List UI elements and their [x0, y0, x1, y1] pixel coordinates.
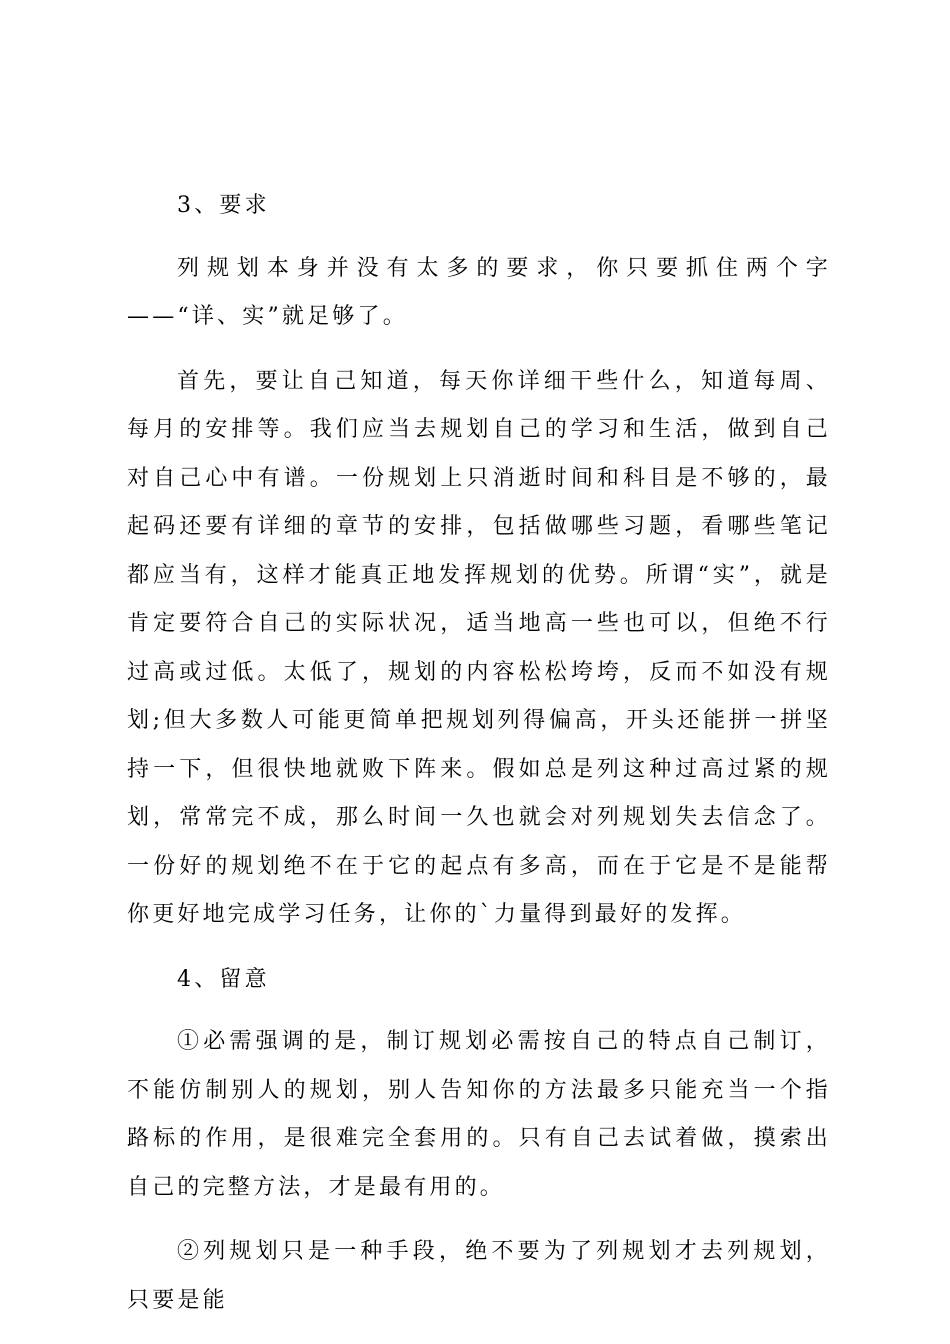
paragraph-intro: 列规划本身并没有太多的要求，你只要抓住两个字——“详、实”就足够了。 [127, 255, 831, 329]
section-heading-requirements: 3、要求 [177, 193, 270, 218]
document-page [127, 182, 831, 1341]
paragraph-note-2: ②列规划只是一种手段，绝不要为了列规划才去列规划，只要是能 [127, 1239, 831, 1313]
paragraph-details: 首先，要让自己知道，每天你详细干些什么，知道每周、每月的安排等。我们应当去规划自己的学习和生活，做到自己对自己心中有谱。一份规划上只消逝时间和科目是不够的，最起码还要有详细的章节的安排，包括做哪些习题，看哪些笔记都应当有，这样才能真正地发挥规划的优势。所谓“实”，就是肯定要符合自己的实际状况，适当地高一些也可以，但绝不行过高或过低。太低了，规划的内容松松垮垮，反而不如没有规划;但大多数人可能更简单把规划列得偏高，开头还能拼一拼坚持一下，但很快地就败下阵来。假如总是列这种过高过紧的规划，常常完不成，那么时间一久也就会对列规划失去信念了。一份好的规划绝不在于它的起点有多高，而在于它是不是能帮你更好地完成学习任务，让你的`力量得到最好的发挥。 [127, 368, 831, 927]
paragraph-note-1: ①必需强调的是，制订规划必需按自己的特点自己制订，不能仿制别人的规划，别人告知你的方法最多只能充当一个指路标的作用，是很难完全套用的。只有自己去试着做，摸索出自己的完整方法，才是最有用的。 [127, 1029, 831, 1200]
section-heading-notes: 4、留意 [177, 966, 270, 992]
